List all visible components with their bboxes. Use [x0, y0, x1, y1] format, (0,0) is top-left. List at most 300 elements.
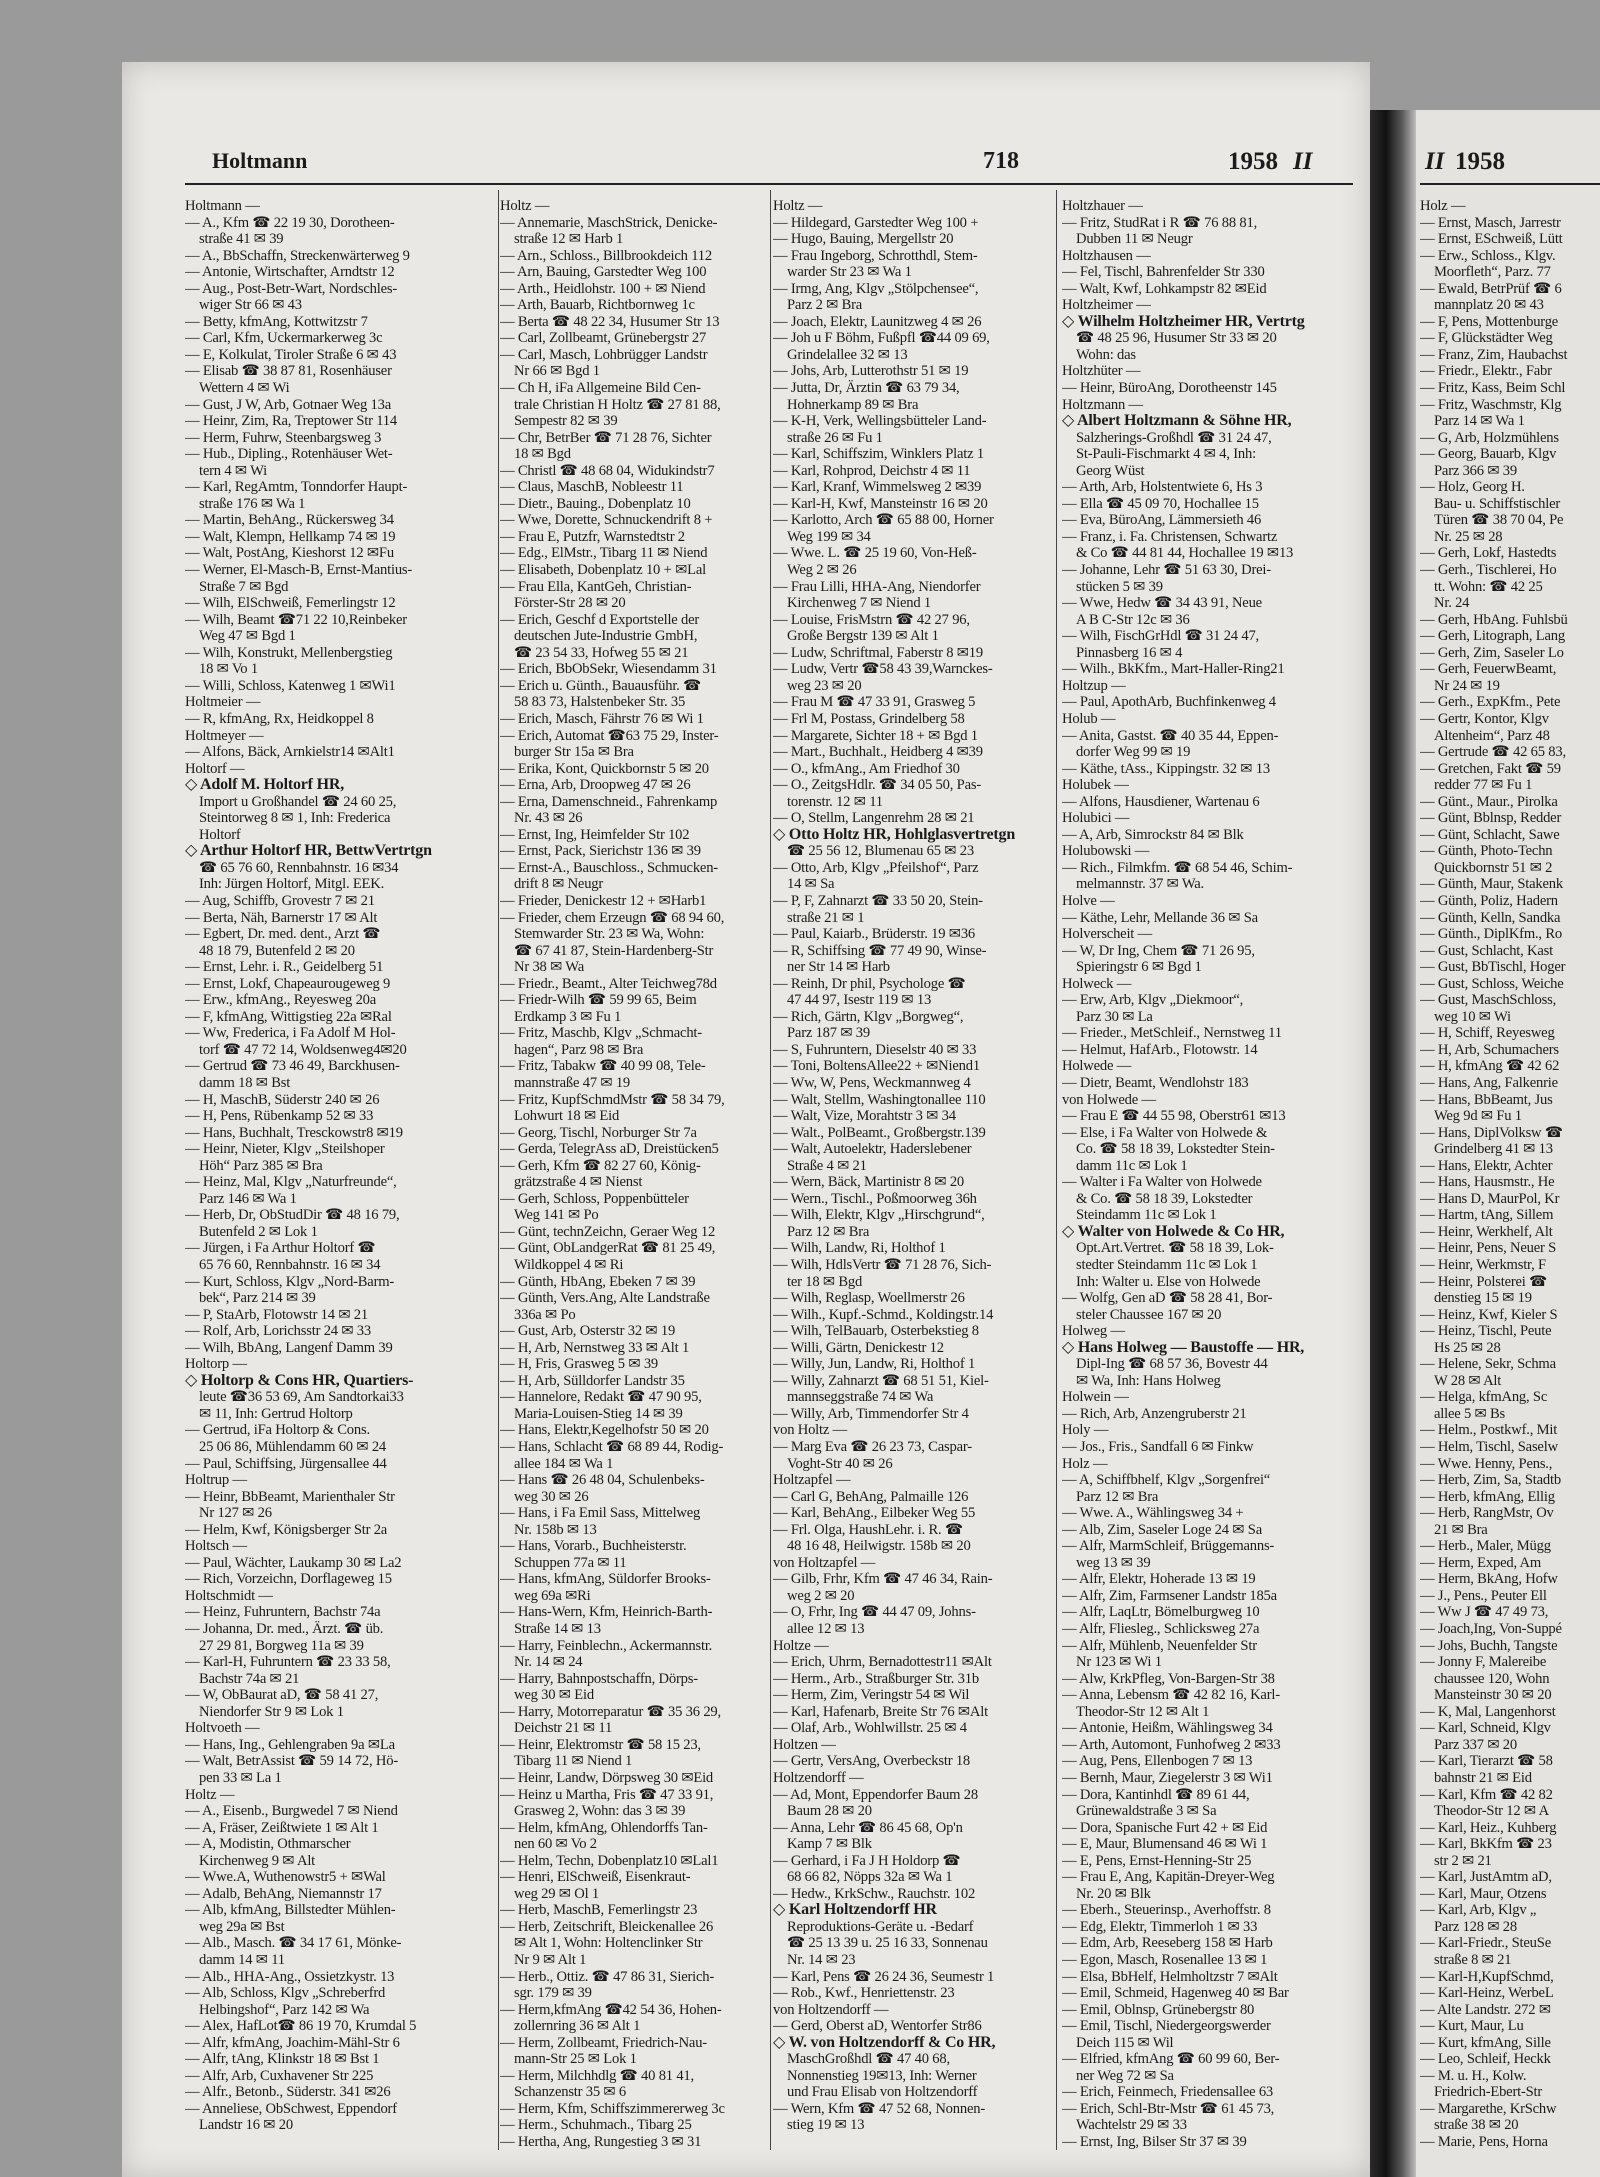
directory-line: — Frl M, Postass, Grindelberg 58	[773, 710, 965, 727]
directory-line: — Ernst, Lokf, Chapeaurougeweg 9	[185, 975, 391, 992]
directory-line: Holtorf	[199, 826, 241, 843]
directory-line: — Fritz, Waschmstr, Klg	[1420, 396, 1562, 413]
directory-line: von Holtzendorff —	[773, 2001, 889, 2018]
directory-line: — O, Stellm, Langenrehm 28 ✉ 21	[773, 810, 975, 827]
directory-line: — Arth, Automont, Funhofweg 2 ✉33	[1062, 1736, 1281, 1753]
directory-line: von Holtz —	[773, 1422, 848, 1439]
directory-line: mannstraße 47 ✉ 19	[514, 1074, 631, 1091]
directory-line: Kirchenweg 7 ✉ Niend 1	[787, 595, 931, 612]
directory-line: — P, StaArb, Flotowstr 14 ✉ 21	[185, 1306, 368, 1323]
directory-column-5-right-page	[1420, 198, 1600, 2158]
directory-line: von Holwede —	[1062, 1091, 1156, 1108]
directory-line: 18 ✉ Bgd	[514, 446, 571, 463]
directory-line: — Herm, Zim, Veringstr 54 ✉ Wil	[773, 1687, 970, 1704]
directory-line: — Heinr, Pens, Neuer S	[1420, 1240, 1557, 1257]
directory-line: — A, Schiffbhelf, Klgv „Sorgenfrei“	[1062, 1472, 1271, 1489]
directory-line: Schuppen 77a ✉ 11	[514, 1554, 627, 1571]
directory-line: Straße 14 ✉ 13	[514, 1621, 601, 1638]
directory-line: Nr 38 ✉ Wa	[514, 959, 584, 976]
directory-line: — Wern, Bäck, Martinistr 8 ✉ 20	[773, 1174, 965, 1191]
directory-line: Stemwarder Str. 23 ✉ Wa, Wohn:	[514, 926, 705, 943]
directory-line: Nr. 24	[1434, 595, 1470, 612]
directory-column-4	[1062, 198, 1352, 2158]
directory-line: trale Christian H Holtz ☎ 27 81 88,	[514, 396, 721, 413]
directory-line: Co. ☎ 58 18 39, Lokstedter Stein-	[1076, 1141, 1275, 1158]
directory-line: Baum 28 ✉ 20	[787, 1803, 872, 1820]
directory-line: — Reinh, Dr phil, Psychologe ☎	[773, 975, 966, 992]
directory-line: — Kurt, Maur, Lu	[1420, 2018, 1524, 2035]
directory-line: — Herm, Zollbeamt, Friedrich-Nau-	[500, 2034, 707, 2051]
directory-line: — Frl. Olga, HaushLehr. i. R. ☎	[773, 1521, 963, 1538]
directory-line: pen 33 ✉ La 1	[199, 1769, 282, 1786]
directory-line: Bau- u. Schiffstischler	[1434, 495, 1561, 512]
directory-line: — Margarethe, KrSchw	[1420, 2100, 1557, 2117]
directory-line: — Wolfg, Gen aD ☎ 58 28 41, Bor-	[1062, 1290, 1273, 1307]
directory-line: — Walt, BetrAssist ☎ 59 14 72, Hö-	[185, 1753, 399, 1770]
directory-line: — Herb, RangMstr, Ov	[1420, 1505, 1554, 1522]
directory-line: Weg 141 ✉ Po	[514, 1207, 599, 1224]
directory-line: — H, Fris, Grasweg 5 ✉ 39	[500, 1356, 659, 1373]
directory-column-2	[500, 198, 768, 2158]
directory-line: torf ☎ 47 72 14, Woldsenweg4✉20	[199, 1041, 407, 1058]
directory-line: — Gretchen, Fakt ☎ 59	[1420, 760, 1561, 777]
column-divider	[770, 190, 771, 2150]
directory-line: — Eva, BüroAng, Lämmersieth 46	[1062, 512, 1262, 529]
directory-line: — Hans, Vorarb., Buchheisterstr.	[500, 1538, 687, 1555]
right-header-rule	[1420, 183, 1600, 185]
directory-line: — Heinr, Elektromstr ☎ 58 15 23,	[500, 1736, 701, 1753]
directory-line: — Paul, Wächter, Laukamp 30 ✉ La2	[185, 1554, 402, 1571]
directory-line: — Gust, Schloss, Weiche	[1420, 975, 1564, 992]
directory-line: Holtsch —	[185, 1538, 247, 1555]
directory-line: mannplatz 20 ✉ 43	[1434, 297, 1544, 314]
directory-line: — Fritz, StudRat i R ☎ 76 88 81,	[1062, 214, 1258, 231]
directory-line: — W, Dr Ing, Chem ☎ 71 26 95,	[1062, 942, 1255, 959]
directory-line: Grindelallee 32 ✉ 13	[787, 346, 908, 363]
directory-line: — Helmut, HafArb., Flotowstr. 14	[1062, 1041, 1258, 1058]
directory-line: Hs 25 ✉ 28	[1434, 1339, 1501, 1356]
directory-line: — Willi, Schloss, Katenweg 1 ✉Wi1	[185, 677, 396, 694]
directory-line: — Gertr, VersAng, Overbeckstr 18	[773, 1753, 971, 1770]
directory-line: — Frieder, Denickestr 12 + ✉Harb1	[500, 892, 707, 909]
directory-line: straße 41 ✉ 39	[199, 231, 284, 248]
directory-line: — Käthe, Lehr, Mellande 36 ✉ Sa	[1062, 909, 1258, 926]
directory-line: — Gust, MaschSchloss,	[1420, 992, 1557, 1009]
directory-line: — Martin, BehAng., Rückersweg 34	[185, 512, 394, 529]
directory-line: — Alfr., Betonb., Süderstr. 341 ✉26	[185, 2084, 391, 2101]
directory-line: — Herb, Zeitschrift, Bleickenallee 26	[500, 1918, 714, 1935]
directory-line: warder Str 23 ✉ Wa 1	[787, 264, 912, 281]
directory-line: Straße 4 ✉ 21	[787, 1157, 867, 1174]
directory-line: ◇ Hans Holweg — Baustoffe — HR,	[1062, 1339, 1305, 1356]
directory-line: — H, Arb, Schumachers	[1420, 1041, 1559, 1058]
directory-line: & Co. ☎ 58 18 39, Lokstedter	[1076, 1190, 1253, 1207]
directory-line: — Ella ☎ 45 09 70, Hochallee 15	[1062, 495, 1259, 512]
directory-line: — Wilh., Kupf.-Schmd., Koldingstr.14	[773, 1306, 994, 1323]
directory-line: — Hans, Schlacht ☎ 68 89 44, Rodig-	[500, 1439, 724, 1456]
directory-line: — Karl, Maur, Otzens	[1420, 1885, 1547, 1902]
directory-line: — Karl, Schiffszim, Winklers Platz 1	[773, 446, 984, 463]
directory-line: Parz 128 ✉ 28	[1434, 1918, 1517, 1935]
directory-line: — H, Pens, Rübenkamp 52 ✉ 33	[185, 1108, 374, 1125]
directory-line: & Co ☎ 44 81 44, Hochallee 19 ✉13	[1076, 545, 1294, 562]
directory-line: — Hans, kfmAng, Süldorfer Brooks-	[500, 1571, 711, 1588]
directory-line: Inh: Walter u. Else von Holwede	[1076, 1273, 1261, 1290]
directory-line: — Friedr-Wilh ☎ 59 99 65, Beim	[500, 992, 697, 1009]
directory-line: damm 14 ✉ 11	[199, 1951, 285, 1968]
directory-line: Holtzheimer —	[1062, 297, 1151, 314]
directory-line: weg 13 ✉ 39	[1076, 1554, 1151, 1571]
directory-line: 14 ✉ Sa	[787, 876, 835, 893]
directory-line: Holubek —	[1062, 777, 1129, 794]
directory-line: — Louise, FrisMstrn ☎ 42 27 96,	[773, 611, 970, 628]
directory-line: — Aug., Post-Betr-Wart, Nordschles-	[185, 280, 398, 297]
directory-line: Deichstr 21 ✉ 11	[514, 1720, 613, 1737]
directory-line: — Wwe, Hedw ☎ 34 43 91, Neue	[1062, 595, 1262, 612]
directory-line: drift 8 ✉ Neugr	[514, 876, 604, 893]
directory-line: — Herb., Maler, Mügg	[1420, 1538, 1551, 1555]
directory-line: — Georg, Bauarb, Klgv	[1420, 446, 1557, 463]
directory-line: ☎ 25 13 39 u. 25 16 33, Sonnenau	[787, 1935, 988, 1952]
directory-line: ◇ Albert Holtzmann & Söhne HR,	[1062, 413, 1292, 430]
directory-line: — Margarete, Sichter 18 + ✉ Bgd 1	[773, 727, 978, 744]
directory-line: — Gertrud ☎ 73 46 49, Barckhusen-	[185, 1058, 400, 1075]
directory-line: Parz 337 ✉ 20	[1434, 1736, 1517, 1753]
directory-line: — Herm., Schuhmach., Tibarg 25	[500, 2117, 692, 2134]
directory-line: — Harry, Motorreparatur ☎ 35 36 29,	[500, 1703, 721, 1720]
directory-line: — Rich, Gärtn, Klgv „Borgweg“,	[773, 1008, 964, 1025]
directory-line: Quickbornstr 51 ✉ 2	[1434, 859, 1553, 876]
directory-line: — Herm, Exped, Am	[1420, 1554, 1542, 1571]
directory-line: — Ww J ☎ 47 49 73,	[1420, 1604, 1549, 1621]
directory-line: — Edg., ElMstr., Tibarg 11 ✉ Niend	[500, 545, 708, 562]
directory-line: — Rich, Arb, Anzengruberstr 21	[1062, 1405, 1247, 1422]
directory-line: — Else, i Fa Walter von Holwede &	[1062, 1124, 1268, 1141]
directory-line: — Gertrude ☎ 42 65 83,	[1420, 744, 1566, 761]
directory-line: — Elisab ☎ 38 87 81, Rosenhäuser	[185, 363, 392, 380]
directory-line: — R, Schiffsing ☎ 77 49 90, Winse-	[773, 942, 987, 959]
directory-line: Holwede —	[1062, 1058, 1132, 1075]
directory-line: Theodor-Str 12 ✉ A	[1434, 1803, 1549, 1820]
directory-line: Parz 187 ✉ 39	[787, 1025, 870, 1042]
directory-line: — Wwe. Henny, Pens.,	[1420, 1455, 1553, 1472]
directory-line: — Ernst, Ing, Bilser Str 37 ✉ 39	[1062, 2133, 1247, 2150]
directory-line: — Erich, Masch, Fährstr 76 ✉ Wi 1	[500, 710, 704, 727]
directory-line: — Hans, Elektr,Kegelhofstr 50 ✉ 20	[500, 1422, 709, 1439]
directory-line: — M. u. H., Kolw.	[1420, 2067, 1527, 2084]
directory-line: Nr 127 ✉ 26	[199, 1505, 272, 1522]
directory-line: — Ww, W, Pens, Weckmannweg 4	[773, 1074, 971, 1091]
directory-line: — F, Pens, Mottenburge	[1420, 313, 1559, 330]
directory-line: ner Str 14 ✉ Harb	[787, 959, 890, 976]
directory-line: Holtrup —	[185, 1472, 247, 1489]
directory-line: — Arth., Heidlohstr. 100 + ✉ Niend	[500, 280, 706, 297]
directory-line: — Frau Ella, KantGeh, Christian-	[500, 578, 692, 595]
directory-line: Holy —	[1062, 1422, 1109, 1439]
directory-line: — Wwe.A, Wuthenowstr5 + ✉Wal	[185, 1869, 386, 1886]
directory-line: weg 30 ✉ Eid	[514, 1687, 594, 1704]
directory-line: — Gerda, TelegrAss aD, Dreistücken5	[500, 1141, 719, 1158]
directory-line: — Gertrud, iFa Holtorp & Cons.	[185, 1422, 370, 1439]
directory-line: — Antonie, Wirtschafter, Arndtstr 12	[185, 264, 395, 281]
directory-line: — Herm, BkAng, Hofw	[1420, 1571, 1558, 1588]
directory-line: — Fritz, Maschb, Klgv „Schmacht-	[500, 1025, 702, 1042]
directory-line: 48 18 79, Butenfeld 2 ✉ 20	[199, 942, 355, 959]
directory-line: — Wilh, TelBauarb, Osterbekstieg 8	[773, 1323, 979, 1340]
directory-line: — Karl, Tierarzt ☎ 58	[1420, 1753, 1553, 1770]
directory-line: — O., kfmAng., Am Friedhof 30	[773, 760, 960, 777]
directory-line: — Herb, MaschB, Femerlingstr 23	[500, 1902, 698, 1919]
directory-line: — Karl-H,KupfSchmd,	[1420, 1968, 1554, 1985]
directory-line: bek“, Parz 214 ✉ 39	[199, 1290, 316, 1307]
directory-line: — Karl, Kranf, Wimmelsweg 2 ✉39	[773, 479, 982, 496]
directory-line: Opt.Art.Vertret. ☎ 58 18 39, Lok-	[1076, 1240, 1274, 1257]
directory-line: — Karl, Heiz., Kuhberg	[1420, 1819, 1557, 1836]
directory-line: ◇ Walter von Holwede & Co HR,	[1062, 1223, 1285, 1240]
directory-line: — Gertr, Kontor, Klgv	[1420, 710, 1549, 727]
directory-line: Holtzhüter —	[1062, 363, 1141, 380]
directory-line: — Erich, Geschf d Exportstelle der	[500, 611, 700, 628]
directory-line: — Wilh, HdlsVertr ☎ 71 28 76, Sich-	[773, 1257, 992, 1273]
directory-line: — J., Pens., Peuter Ell	[1420, 1587, 1547, 1604]
directory-line: — Egon, Masch, Rosenallee 13 ✉ 1	[1062, 1951, 1268, 1968]
directory-line: Holtz —	[773, 198, 823, 214]
directory-line: — Annemarie, MaschStrick, Denicke-	[500, 214, 718, 231]
directory-line: — P, F, Zahnarzt ☎ 33 50 20, Stein-	[773, 892, 983, 909]
directory-line: — O, Frhr, Ing ☎ 44 47 09, Johns-	[773, 1604, 976, 1621]
directory-line: denstieg 15 ✉ 19	[1434, 1290, 1532, 1307]
directory-line: — Alb, Schloss, Klgv „Schreberfrd	[185, 1985, 386, 2002]
directory-line: — Paul, ApothArb, Buchfinkenweg 4	[1062, 694, 1276, 711]
directory-line: — Karl, Pens ☎ 26 24 36, Seumestr 1	[773, 1968, 995, 1985]
directory-line: — Heinr, Landw, Dörpsweg 30 ✉Eid	[500, 1769, 714, 1786]
directory-line: — W, ObBaurat aD, ☎ 58 41 27,	[185, 1687, 379, 1704]
directory-line: — Erich, BbObSekr, Wiesendamm 31	[500, 661, 717, 678]
directory-line: — Edm, Arb, Reeseberg 158 ✉ Harb	[1062, 1935, 1273, 1952]
directory-line: — Jonny F, Malereibe	[1420, 1654, 1547, 1671]
directory-line: Holweck —	[1062, 975, 1132, 992]
directory-line: — Johs, Arb, Lutterothstr 51 ✉ 19	[773, 363, 969, 380]
directory-line: — Willy, Arb, Timmendorfer Str 4	[773, 1405, 969, 1422]
directory-line: — E, Kolkulat, Tiroler Straße 6 ✉ 43	[185, 346, 397, 363]
directory-line: torenstr. 12 ✉ 11	[787, 793, 883, 810]
directory-line: Nr. 158b ✉ 13	[514, 1521, 597, 1538]
directory-line: Holz —	[1062, 1455, 1108, 1472]
directory-line: — Herb, kfmAng, Ellig	[1420, 1488, 1555, 1505]
directory-line: — Anna, Lebensm ☎ 42 82 16, Karl-	[1062, 1687, 1280, 1704]
directory-line: — Frieder, chem Erzeugn ☎ 68 94 60,	[500, 909, 725, 926]
directory-line: Weg 2 ✉ 26	[787, 562, 857, 579]
directory-line: — Hannelore, Redakt ☎ 47 90 95,	[500, 1389, 702, 1406]
directory-line: — Willi, Gärtn, Denickestr 12	[773, 1339, 944, 1356]
directory-line: — Hans, DiplVolksw ☎	[1420, 1124, 1563, 1141]
directory-line: — Günth, Kelln, Sandka	[1420, 909, 1561, 926]
directory-line: Holtzendorff —	[773, 1769, 864, 1786]
directory-line: — Egbert, Dr. med. dent., Arzt ☎	[185, 926, 381, 943]
directory-line: — Karl, Arb, Klgv „	[1420, 1902, 1537, 1919]
directory-line: Nr 24 ✉ 19	[1434, 677, 1500, 694]
directory-line: — Arth, Bauarb, Richtbornweg 1c	[500, 297, 695, 314]
directory-line: — Antonie, Heißm, Wählingsweg 34	[1062, 1720, 1273, 1737]
running-title: Holtmann	[212, 148, 308, 173]
directory-line: str 2 ✉ 21	[1434, 1852, 1492, 1869]
directory-line: Schanzenstr 35 ✉ 6	[514, 2084, 626, 2101]
directory-line: ☎ 25 56 12, Blumenau 65 ✉ 23	[787, 843, 974, 860]
directory-line: — Joh u F Böhm, Fußpfl ☎44 09 69,	[773, 330, 990, 347]
directory-line: tern 4 ✉ Wi	[199, 462, 267, 479]
directory-line: — K, Mal, Langenhorst	[1420, 1703, 1556, 1720]
directory-line: Parz 12 ✉ Bra	[1076, 1488, 1159, 1505]
directory-line: — Karl, BehAng., Eilbeker Weg 55	[773, 1505, 976, 1522]
directory-line: — Claus, MaschB, Nobleestr 11	[500, 479, 684, 496]
directory-line: — Emil, Schmeid, Hagenweg 40 ✉ Bar	[1062, 1985, 1289, 2002]
directory-line: zollernring 36 ✉ Alt 1	[514, 2018, 641, 2035]
directory-line: — Frau M ☎ 47 33 91, Grasweg 5	[773, 694, 976, 711]
directory-line: — Karl, Rohprod, Deichstr 4 ✉ 11	[773, 462, 971, 479]
directory-line: — Frau E, Putzfr, Warnstedtstr 2	[500, 528, 685, 545]
directory-line: W 28 ✉ Alt	[1434, 1372, 1502, 1389]
directory-line: — Wwe. A., Wählingsweg 34 +	[1062, 1505, 1244, 1522]
directory-line: — Jutta, Dr, Ärztin ☎ 63 79 34,	[773, 380, 960, 397]
directory-line: Weg 9d ✉ Fu 1	[1434, 1108, 1522, 1125]
directory-line: — Dora, Kantinhdl ☎ 89 61 44,	[1062, 1786, 1250, 1803]
directory-line: — Holz, Georg H.	[1420, 479, 1525, 496]
directory-line: 18 ✉ Vo 1	[199, 661, 258, 678]
directory-line: — Berta, Näh, Barnerstr 17 ✉ Alt	[185, 909, 378, 926]
directory-line: — Alfr, tAng, Klinkstr 18 ✉ Bst 1	[185, 2051, 380, 2068]
directory-line: Helbingshof“, Parz 142 ✉ Wa	[199, 2001, 370, 2018]
directory-line: — Wilh, ElSchweiß, Femerlingstr 12	[185, 595, 396, 612]
directory-line: Holtzup —	[1062, 677, 1126, 694]
directory-line: — Hans ☎ 26 48 04, Schulenbeks-	[500, 1472, 705, 1489]
directory-line: — Hedw., KrkSchw., Rauchstr. 102	[773, 1885, 976, 1902]
directory-line: — Rich, Vorzeichn, Dorflageweg 15	[185, 1571, 392, 1588]
directory-line: Import u Großhandel ☎ 24 60 25,	[199, 793, 397, 810]
directory-line: Lohwurt 18 ✉ Eid	[514, 1108, 620, 1125]
page-year: 1958	[1228, 148, 1278, 175]
directory-line: — H, Arb, Sülldorfer Landstr 35	[500, 1372, 685, 1389]
directory-line: Mansteinstr 30 ✉ 20	[1434, 1687, 1552, 1704]
directory-line: — Heinr, Polsterei ☎	[1420, 1273, 1548, 1290]
directory-line: Voght-Str 40 ✉ 26	[787, 1455, 893, 1472]
directory-line: — Willy, Zahnarzt ☎ 68 51 51, Kiel-	[773, 1372, 989, 1389]
directory-line: — Günth, Photo-Techn	[1420, 843, 1553, 860]
directory-line: — Christl ☎ 48 68 04, Widukindstr7	[500, 462, 715, 479]
directory-line: — Eberh., Steuerinsp., Averhoffstr. 8	[1062, 1902, 1271, 1919]
directory-line: — Aug, Pens, Ellenbogen 7 ✉ 13	[1062, 1753, 1253, 1770]
directory-line: 58 83 73, Halstenbeker Str. 35	[514, 694, 686, 711]
directory-line: — Günt, technZeichn, Geraer Weg 12	[500, 1223, 716, 1240]
directory-line: — Walter i Fa Walter von Holwede	[1062, 1174, 1262, 1191]
directory-line: Moorfleth“, Parz. 77	[1434, 264, 1551, 281]
directory-line: — Bernh, Maur, Ziegelerstr 3 ✉ Wi1	[1062, 1769, 1273, 1786]
directory-line: 21 ✉ Bra	[1434, 1521, 1488, 1538]
directory-line: — Fritz, Kass, Beim Schl	[1420, 380, 1566, 397]
directory-line: — Hans, Elektr, Achter	[1420, 1157, 1553, 1174]
directory-line: — E, Maur, Blumensand 46 ✉ Wi 1	[1062, 1836, 1268, 1853]
directory-line: Holtorf —	[185, 760, 245, 777]
directory-line: — Hans, Buchhalt, Tresckowstr8 ✉19	[185, 1124, 403, 1141]
directory-line: Parz 2 ✉ Bra	[787, 297, 863, 314]
directory-line: Steindamm 11c ✉ Lok 1	[1076, 1207, 1217, 1224]
directory-line: — A, Arb, Simrockstr 84 ✉ Blk	[1062, 826, 1244, 843]
directory-line: deutschen Jute-Industrie GmbH,	[514, 628, 698, 645]
directory-line: — Erich, Uhrm, Bernadottestr11 ✉Alt	[773, 1654, 992, 1671]
directory-line: — Erich u. Günth., Bauausführ. ☎	[500, 677, 702, 694]
directory-line: — Dietr, Beamt, Wendlohstr 183	[1062, 1074, 1249, 1091]
directory-line: — Alfr, Fliesleg., Schlicksweg 27a	[1062, 1621, 1260, 1638]
directory-line: tt. Wohn: ☎ 42 25	[1434, 578, 1543, 595]
directory-line: — Karlotto, Arch ☎ 65 88 00, Horner	[773, 512, 994, 529]
directory-line: — Günth, Poliz, Hadern	[1420, 892, 1558, 909]
directory-line: Nr. 20 ✉ Blk	[1076, 1885, 1151, 1902]
directory-line: — Heinz, Kwf, Kieler S	[1420, 1306, 1558, 1323]
directory-line: — Wern, Kfm ☎ 47 52 68, Nonnen-	[773, 2100, 985, 2117]
directory-line: ◇ Karl Holtzendorff HR	[773, 1902, 937, 1919]
directory-line: — H, Schiff, Reyesweg	[1420, 1025, 1555, 1042]
directory-line: — Alfr, MarmSchleif, Brüggemanns-	[1062, 1538, 1275, 1555]
directory-line: weg 2 ✉ 20	[787, 1587, 855, 1604]
directory-line: — Ch H, iFa Allgemeine Bild Cen-	[500, 380, 701, 397]
directory-line: — Gerh., ExpKfm., Pete	[1420, 694, 1561, 711]
directory-line: 336a ✉ Po	[514, 1306, 576, 1323]
directory-line: stücken 5 ✉ 39	[1076, 578, 1163, 595]
directory-line: — Rob., Kwf., Henriettenstr. 23	[773, 1985, 955, 2002]
header-rule	[185, 183, 1353, 185]
directory-line: — Carl, Masch, Lohbrügger Landstr	[500, 346, 708, 363]
directory-line: — Wilh, Landw, Ri, Holthof 1	[773, 1240, 946, 1257]
directory-line: straße 12 ✉ Harb 1	[514, 231, 624, 248]
directory-line: — Gerh, FeuerwBeamt,	[1420, 661, 1557, 678]
directory-line: Holtmann —	[185, 198, 260, 214]
directory-line: — Fritz, Tabakw ☎ 40 99 08, Tele-	[500, 1058, 706, 1075]
directory-line: Landstr 16 ✉ 20	[199, 2117, 293, 2134]
directory-line: — Alb, kfmAng, Billstedter Mühlen-	[185, 1902, 396, 1919]
directory-line: — Alex, HafLot☎ 86 19 70, Krumdal 5	[185, 2018, 417, 2035]
directory-line: — Elsa, BbHelf, Helmholtzstr 7 ✉Alt	[1062, 1968, 1278, 1985]
directory-line: Holz —	[1420, 198, 1466, 214]
directory-line: — H, kfmAng ☎ 42 62	[1420, 1058, 1560, 1075]
directory-line: straße 26 ✉ Fu 1	[787, 429, 883, 446]
directory-line: — Karl-Heinz, WerbeL	[1420, 1985, 1554, 2002]
directory-line: — Walt, Stellm, Washingtonallee 110	[773, 1091, 986, 1108]
directory-line: — Elisabeth, Dobenplatz 10 + ✉Lal	[500, 562, 706, 579]
directory-line: weg 29a ✉ Bst	[199, 1918, 285, 1935]
directory-line: — Gerh, Zim, Saseler Lo	[1420, 644, 1564, 661]
directory-line: ner Weg 72 ✉ Sa	[1076, 2067, 1174, 2084]
directory-line: sgr. 179 ✉ 39	[514, 1985, 592, 2002]
directory-line: — Wilh, Konstrukt, Mellenbergstieg	[185, 644, 393, 661]
directory-line: ✉ 11, Inh: Gertrud Holtorp	[199, 1405, 353, 1422]
directory-line: — Arn., Schloss., Billbrookdeich 112	[500, 247, 712, 264]
directory-line: — Ewald, BetrPrüf ☎ 6	[1420, 280, 1562, 297]
directory-line: — Hans, Hausmstr., He	[1420, 1174, 1555, 1191]
directory-line: — Emil, Oblnsp, Grünebergstr 80	[1062, 2001, 1255, 2018]
directory-line: Friedrich-Ebert-Str	[1434, 2084, 1543, 2101]
directory-line: weg 69a ✉Ri	[514, 1587, 591, 1604]
directory-line: — Helm, kfmAng, Ohlendorffs Tan-	[500, 1819, 708, 1836]
directory-line: ☎ 67 41 87, Stein-Hardenberg-Str	[514, 942, 714, 959]
directory-line: Nr 9 ✉ Alt 1	[514, 1951, 587, 1968]
directory-line: Holverscheit —	[1062, 926, 1153, 943]
directory-line: — Alte Landstr. 272 ✉	[1420, 2001, 1551, 2018]
directory-line: — Erika, Kont, Quickbornstr 5 ✉ 20	[500, 760, 709, 777]
directory-line: — Edg, Elektr, Timmerloh 1 ✉ 33	[1062, 1918, 1258, 1935]
directory-line: Parz 12 ✉ Bra	[787, 1223, 870, 1240]
directory-line: 47 44 97, Isestr 119 ✉ 13	[787, 992, 932, 1009]
directory-line: — Wern., Tischl., Poßmoorweg 36h	[773, 1190, 977, 1207]
directory-line: Wettern 4 ✉ Wi	[199, 380, 290, 397]
